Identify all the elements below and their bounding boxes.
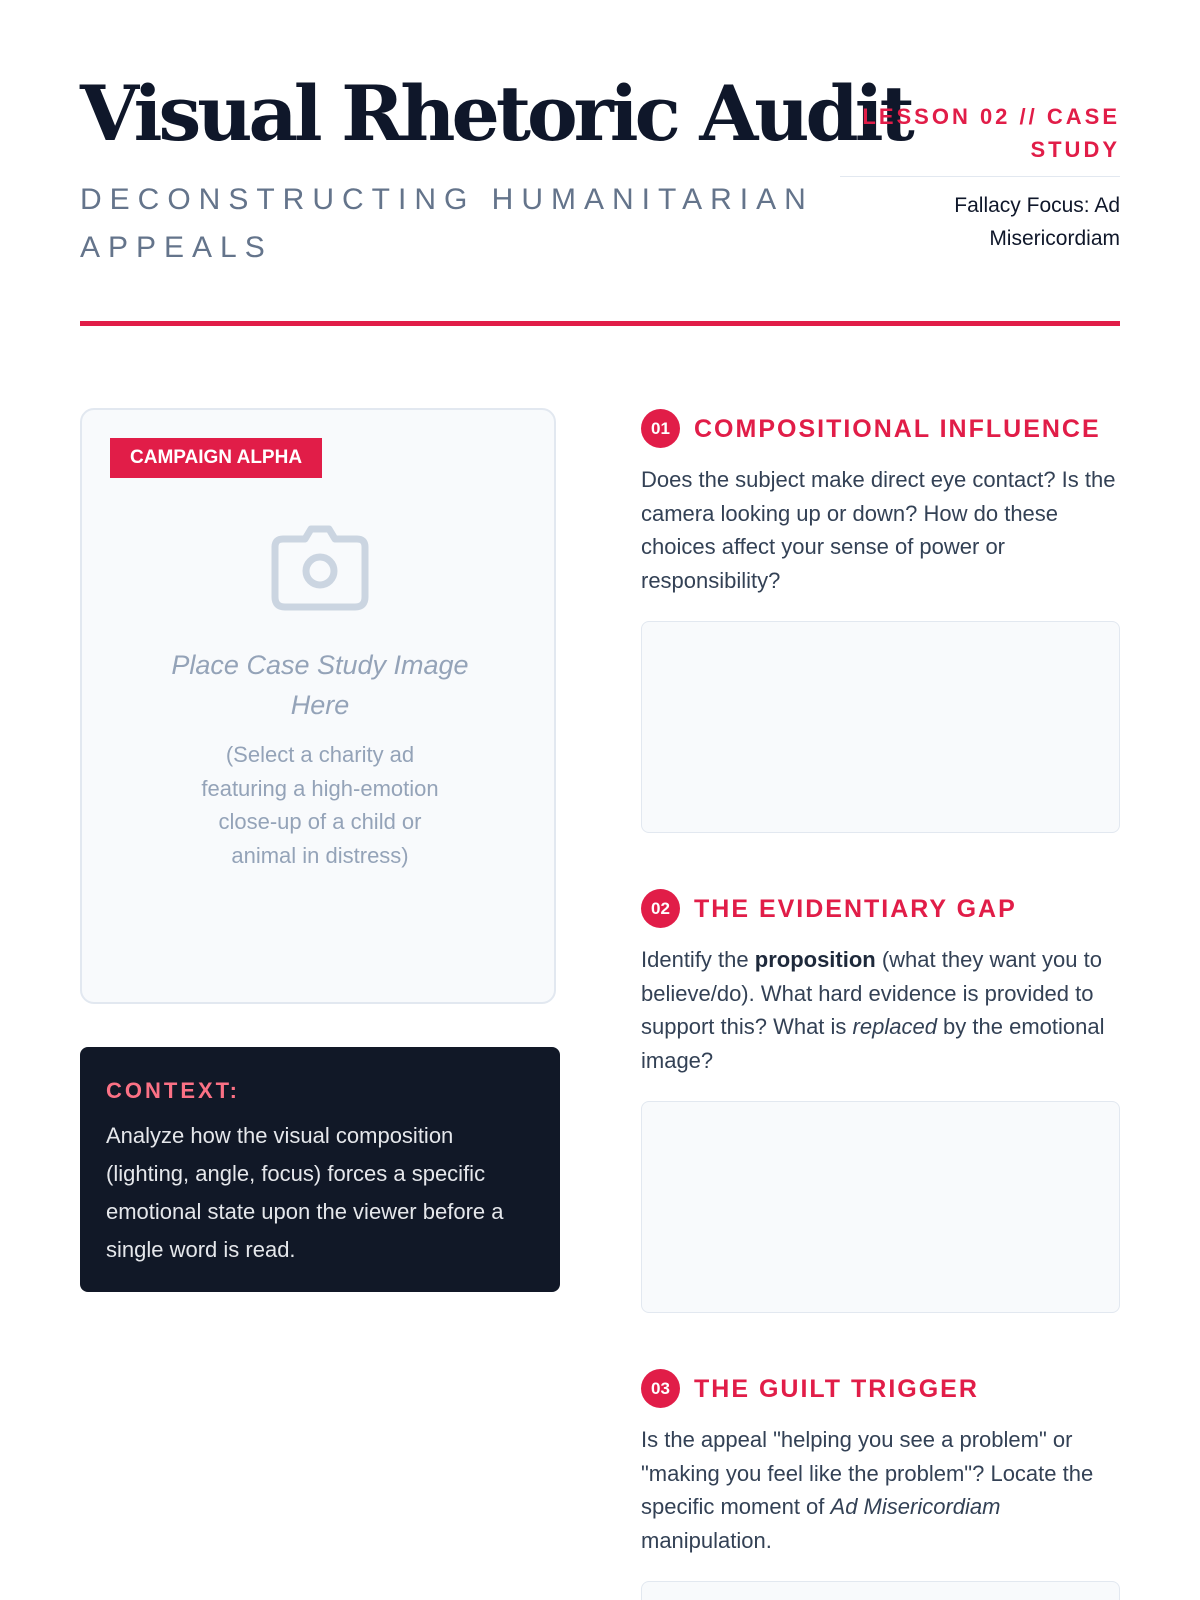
image-placeholder-card[interactable]	[80, 408, 556, 1004]
question-header	[641, 888, 1120, 928]
question-header	[641, 1368, 1120, 1408]
emphasis-replaced: replaced	[852, 1014, 937, 1039]
camera-icon	[271, 525, 369, 611]
answer-box-1[interactable]	[641, 621, 1120, 833]
page-title: Visual Rhetoric Audit	[80, 69, 911, 158]
question-title: THE GUILT TRIGGER	[694, 1375, 979, 1403]
question-prompt: Does the subject make direct eye contact? Is the camera looking up or down? How do these choices affect your sense of power or responsibility?	[641, 467, 1116, 593]
campaign-tag: CAMPAIGN ALPHA	[110, 438, 322, 478]
lesson-label: LESSON 02 // CASE STUDY	[840, 100, 1120, 177]
question-title: COMPOSITIONAL INFLUENCE	[694, 415, 1101, 443]
question-number-badge: 01	[641, 409, 680, 448]
question-title: THE EVIDENTIARY GAP	[694, 895, 1017, 923]
page-subtitle: DECONSTRUCTING HUMANITARIAN APPEALS	[80, 183, 814, 264]
question-number-badge: 03	[641, 1369, 680, 1408]
lesson-meta	[840, 100, 1120, 255]
placeholder-hint: (Select a charity ad featuring a high-emotion close-up of a child or animal in distress)	[201, 742, 439, 868]
question-number-badge: 02	[641, 889, 680, 928]
emphasis-ad-misericordiam: Ad Misericordiam	[830, 1494, 1001, 1519]
fallacy-focus: Fallacy Focus: Ad Misericordiam	[954, 194, 1120, 250]
question-3	[641, 1368, 1120, 1557]
answer-box-3[interactable]	[641, 1581, 1120, 1600]
context-body: Analyze how the visual composition (lighting, angle, focus) forces a specific emotional state upon the viewer before a single word is read.	[106, 1123, 504, 1262]
question-header	[641, 408, 1120, 448]
context-box	[80, 1047, 560, 1292]
question-prompt: Identify the proposition (what they want you to believe/do). What hard evidence is provided to support this? What is replaced by the emotional image?	[641, 947, 1105, 1073]
answer-box-2[interactable]	[641, 1101, 1120, 1313]
emphasis-proposition: proposition	[754, 947, 876, 972]
header-divider	[80, 321, 1120, 326]
context-label: CONTEXT:	[106, 1078, 240, 1103]
placeholder-text: Place Case Study Image Here	[171, 650, 469, 720]
question-1	[641, 408, 1120, 597]
question-prompt: Is the appeal "helping you see a problem" or "making you feel like the problem"? Locate the specific moment of Ad Misericordiam manipulation.	[641, 1427, 1094, 1553]
question-2	[641, 888, 1120, 1077]
worksheet-page	[80, 0, 1120, 1600]
